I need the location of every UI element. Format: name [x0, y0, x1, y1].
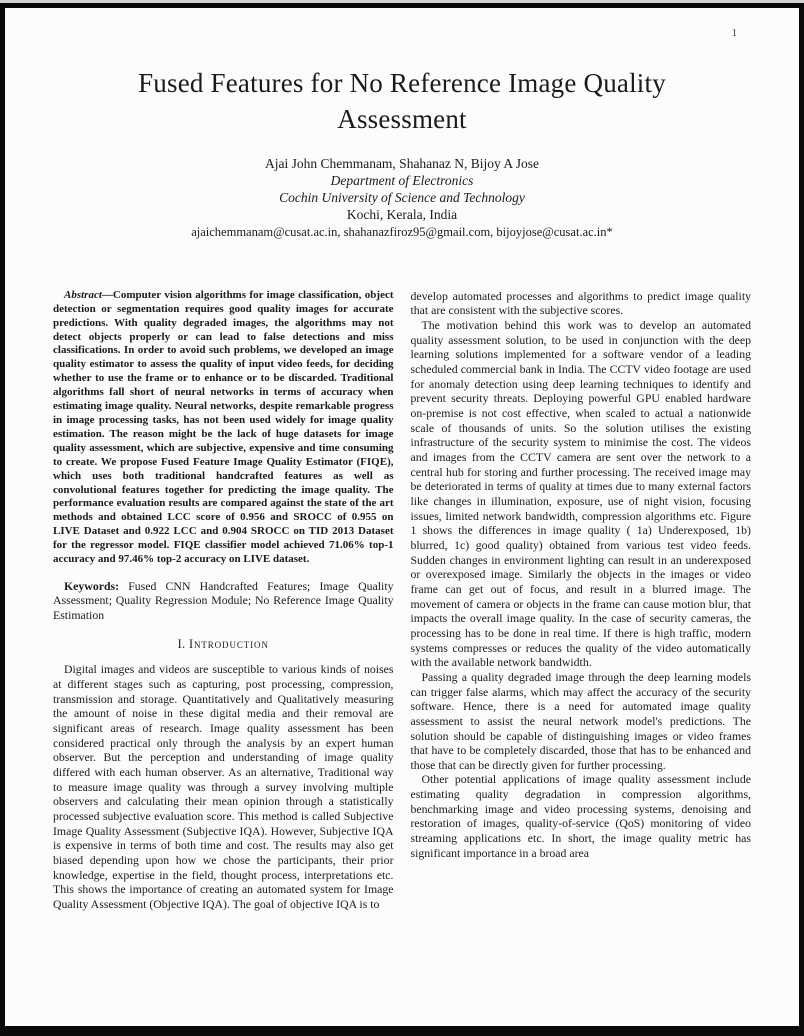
two-column-body	[53, 289, 751, 912]
intro-paragraph-1: Digital images and videos are susceptible to various kinds of noises at different stages such as capturing, post processing, compression, transmission and storage. Quantitatively and Qualitatively measuring the amount of noise in these digital media and their removal are significant areas of research. Image quality assessment has been considered practical only through the analysis by an expert human observer. But the perception and understanding of image quality differed with each human observer. As an alternative, Traditional way to measure image quality was through a survey involving multiple observers and calculating their mean opinion through a statistically processed subjective evaluation score. This method is called Subjective Image Quality Assessment (Subjective IQA). However, Subjective IQA is expensive in terms of both time and cost. The results may also get biased depending upon how we chose the participants, their prior knowledge, expertise in the field, thought process, interpretations etc. This shows the importance of creating an automated system for Image Quality Assessment (Objective IQA). The goal of objective IQA is to	[53, 662, 394, 911]
left-column	[53, 289, 394, 912]
section-heading-introduction	[53, 637, 394, 652]
scan-edge-artifact	[0, 0, 804, 3]
keywords-text: Fused CNN Handcrafted Features; Image Quality Assessment; Quality Regression Module; No Reference Image Quality Estimation	[53, 578, 394, 622]
intro-paragraph-4: Other potential applications of image quality assessment include estimating quality degradation in compression algorithms, benchmarking image and video processing systems, denoising and restoration of images, quality-of-service (QoS) monitoring of video streaming applications etc. In short, the image quality metric has significant importance in a broad area	[410, 772, 751, 860]
right-column	[411, 289, 752, 912]
emails-line: ajaichemmanam@cusat.ac.in, shahanazfiroz95@gmail.com, bijoyjose@cusat.ac.in*	[191, 224, 613, 239]
paper-title: Fused Features for No Reference Image Quality Assessment	[138, 68, 666, 134]
abstract-paragraph	[53, 289, 394, 567]
authors-line: Ajai John Chemmanam, Shahanaz N, Bijoy A Jose	[264, 155, 540, 171]
department-line: Department of Electronics	[330, 172, 474, 188]
keywords-label: Keywords:	[64, 578, 120, 593]
intro-paragraph-2: The motivation behind this work was to develop an automated quality assessment solution, to be used in conjunction with the deep learning solutions implemented for a software vendor of a leading scheduled commercial bank in India. The CCTV video footage are used for anomaly detection using deep learning techniques to identify and prevent security threats. Deploying powerful GPU enabled hardware on-premise is not cost effective, when scaled to actual a nationwide scale of thousands of units. So the solution utilises the existing infrastructure of the security system to minimise the cost. The videos and images from the CCTV camera are sent over the network to a central hub for storing and further processing. The received image may be deteriorated in terms of quality at times due to many external factors like changes in illumination, exposure, use of night vision, focusing issues, limited network bandwidth, compression algorithms etc. Figure 1 shows the differences in image quality ( 1a) Underexposed, 1b) blurred, 1c) good quality) obtained from various test video feeds. Sudden changes in environment lighting can result in an underexposed or overexposed image. Similarly the objects in the images or video frame can get out of focus, and result in a blurred image. The movement of camera or objects in the frame can cause motion blur, that impacts the overall image quality. In the case of security cameras, the processing has to be done in real time. If there is high traffic, modern systems compresses or reduces the quality of the video automatically with the available network bandwidth.	[410, 318, 751, 670]
intro-paragraph-1-continuation: develop automated processes and algorithms to predict image quality that are consistent with the subjective scores.	[410, 288, 751, 318]
abstract-label: Abstract	[64, 288, 102, 301]
authors-block	[53, 155, 751, 241]
page-number: 1	[732, 28, 737, 39]
section-number: I.	[177, 637, 186, 652]
intro-paragraph-3: Passing a quality degraded image through the deep learning models can trigger false alarms, which may affect the accuracy of the security software. Hence, there is a need for automated image quality assessment to assist the neural network model's predictions. The solution should be capable of distinguishing images or video frames that have to be completely discarded, those that has to be enhanced and those that can be directly given for further processing.	[410, 669, 751, 772]
paper-page	[5, 8, 799, 1026]
location-line: Kochi, Kerala, India	[346, 206, 458, 222]
abstract-dash: —	[101, 288, 113, 301]
keywords-paragraph	[53, 579, 394, 623]
section-title: Introduction	[189, 637, 269, 652]
affiliation-line: Cochin University of Science and Technology	[279, 189, 525, 205]
abstract-text: Computer vision algorithms for image classification, object detection or segmentation requires good quality images for accurate predictions. With quality degraded images, the algorithms may not detect objects properly or can lead to false detections and miss classifications. In order to avoid such problems, we developed an image quality estimator to assess the quality of input video feeds, for deciding whether to use the frame or to enhance or to be discarded. Traditional algorithms fall short of neural networks in terms of accuracy when estimating image quality. Neural networks, despite remarkable progress in image processing tasks, has not been used widely for image quality estimation. The reason might be the lack of huge datasets for image quality assessment, which are subjective, expensive and time consuming to create. We propose Fused Feature Image Quality Estimator (FIQE), which uses both traditional handcrafted features as well as convolutional features together for predicting the image quality. The performance evaluation results are compared against the state of the art methods and obtained LCC score of 0.956 and SROCC of 0.955 on LIVE Dataset and 0.922 LCC and 0.904 SROCC on TID 2013 Dataset for the regressor model. FIQE classifier model achieved 71.06% top-1 accuracy and 97.46% top-2 accuracy on LIVE dataset.	[53, 288, 394, 566]
